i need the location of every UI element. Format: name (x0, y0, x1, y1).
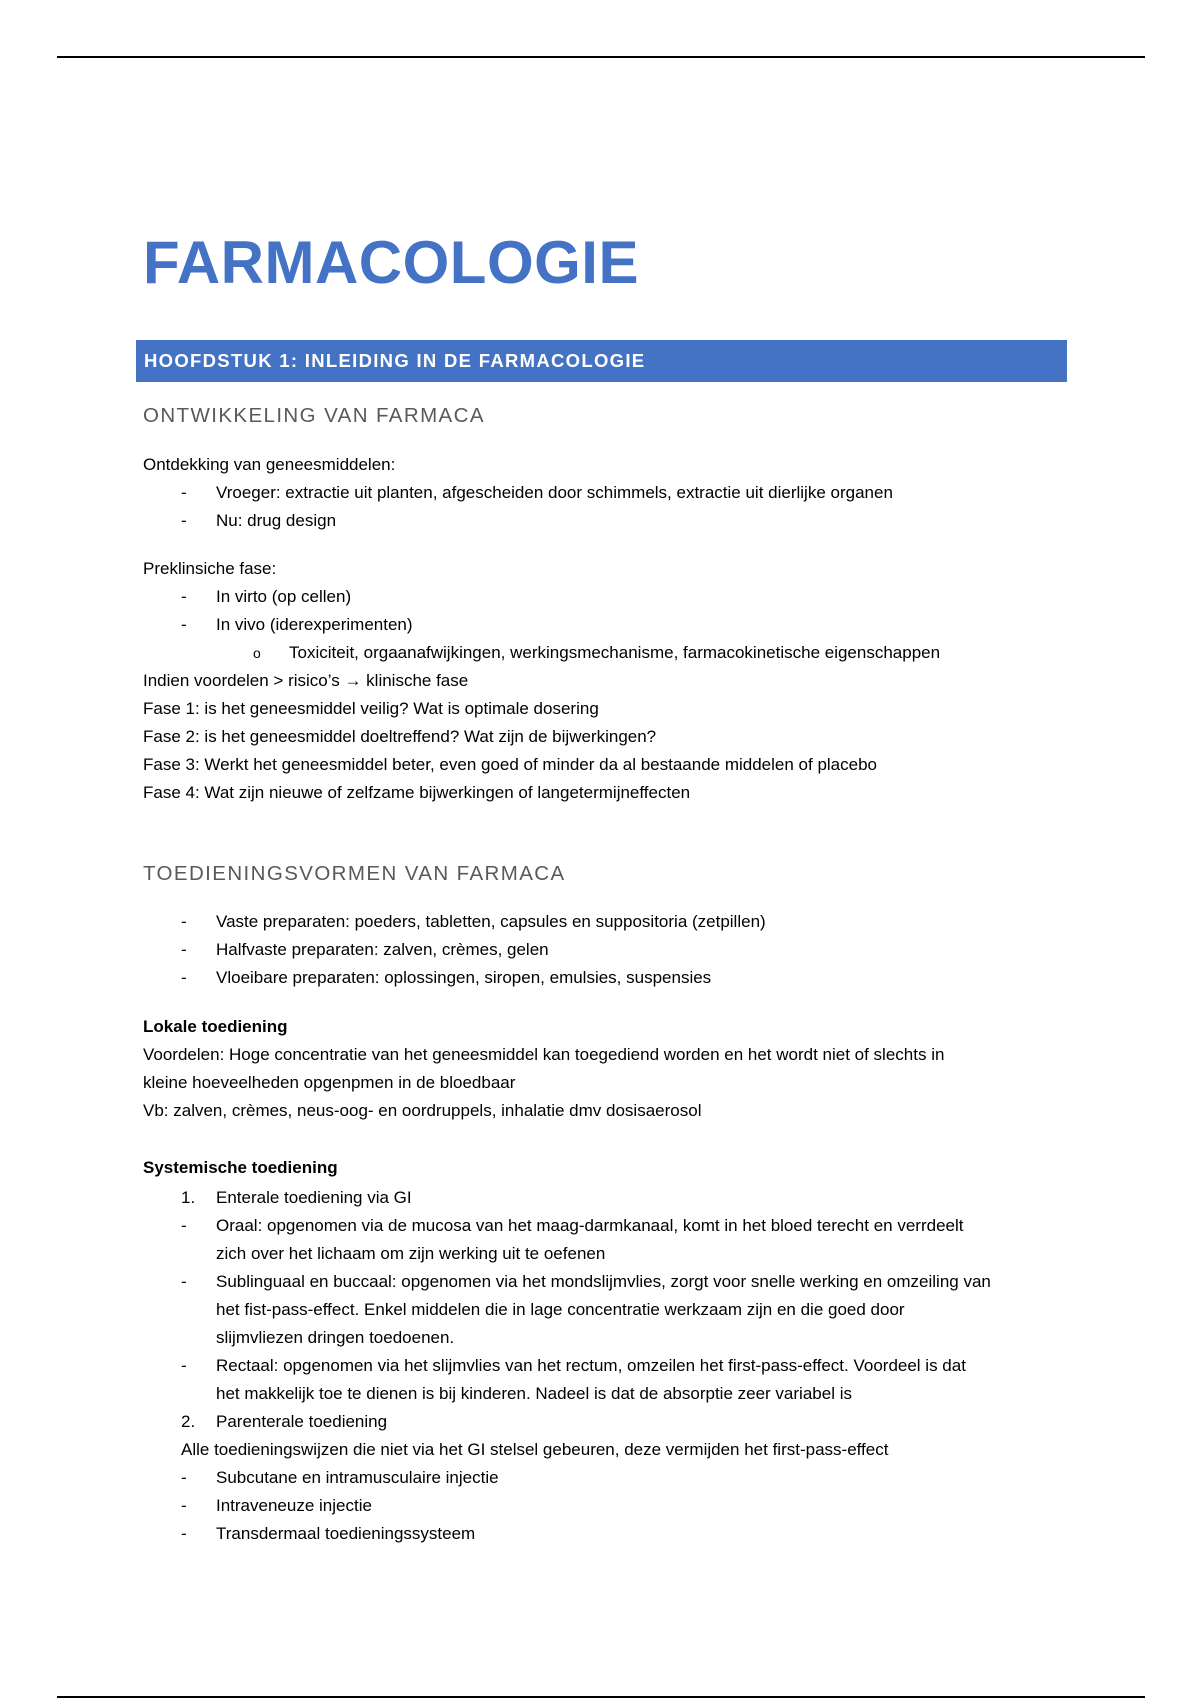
numbered-item: Parenterale toediening (216, 1412, 388, 1431)
bullet-dash: - (181, 940, 187, 959)
local-line: Voordelen: Hoge concentratie van het geneesmiddel kan toegediend worden en het wordt niet of slechts in (143, 1045, 945, 1064)
list-number: 1. (181, 1188, 196, 1207)
chapter-heading-bar (136, 340, 1067, 382)
section-heading-toedieningsvormen: TOEDIENINGSVORMEN VAN FARMACA (143, 862, 566, 885)
list-item-continuation: het fist-pass-effect. Enkel middelen die in lage concentratie werkzaam zijn en die goed door (216, 1300, 905, 1319)
header-rule (57, 56, 1145, 58)
list-number: 2. (181, 1412, 196, 1431)
bullet-dash: - (181, 912, 187, 931)
list-item: Oraal: opgenomen via de mucosa van het maag-darmkanaal, komt in het bloed terecht en verrdeelt (216, 1216, 964, 1235)
bullet-dash: - (181, 587, 187, 606)
list-item: Halfvaste preparaten: zalven, crèmes, gelen (216, 940, 549, 959)
bullet-dash: - (181, 1496, 187, 1515)
list-item: Sublinguaal en buccaal: opgenomen via het mondslijmvlies, zorgt voor snelle werking en omzeiling van (216, 1272, 991, 1291)
list-item: Subcutane en intramusculaire injectie (216, 1468, 499, 1487)
bullet-dash: - (181, 1356, 187, 1375)
local-line: kleine hoeveelheden opgenpmen in de bloedbaar (143, 1073, 516, 1092)
preclinical-label: Preklinsiche fase: (143, 559, 277, 578)
list-item-continuation: zich over het lichaam om zijn werking uit te oefenen (216, 1244, 606, 1263)
footer-rule (57, 1696, 1145, 1698)
bullet-dash: - (181, 483, 187, 502)
bullet-dash: - (181, 1524, 187, 1543)
list-item: Nu: drug design (216, 511, 337, 530)
bullet-dash: - (181, 615, 187, 634)
list-item: Rectaal: opgenomen via het slijmvlies van het rectum, omzeilen het first-pass-effect. Voordeel is dat (216, 1356, 966, 1375)
chapter-heading: HOOFDSTUK 1: INLEIDING IN DE FARMACOLOGIE (144, 350, 646, 371)
bullet-dash: - (181, 511, 187, 530)
parenteral-description: Alle toedieningswijzen die niet via het GI stelsel gebeuren, deze vermijden het first-pass-effect (181, 1440, 889, 1459)
phase-line: Fase 1: is het geneesmiddel veilig? Wat is optimale dosering (143, 699, 599, 718)
phase-line: Fase 3: Werkt het geneesmiddel beter, even goed of minder da al bestaande middelen of placebo (143, 755, 877, 774)
list-item-continuation: slijmvliezen dringen toedoenen. (216, 1328, 455, 1347)
list-item: In vivo (iderexperimenten) (216, 615, 413, 634)
bullet-dash: - (181, 1272, 187, 1291)
bullet-dash: - (181, 1216, 187, 1235)
sub-list-item: Toxiciteit, orgaanafwijkingen, werkingsmechanisme, farmacokinetische eigenschappen (289, 643, 941, 662)
bullet-dash: - (181, 968, 187, 987)
list-item: Vroeger: extractie uit planten, afgescheiden door schimmels, extractie uit dierlijke organen (216, 483, 893, 502)
phase-line: Indien voordelen > risico’s → klinische fase (143, 671, 469, 690)
list-item: Intraveneuze injectie (216, 1496, 372, 1515)
bullet-dash: - (181, 1468, 187, 1487)
discovery-label: Ontdekking van geneesmiddelen: (143, 455, 396, 474)
list-item: Vloeibare preparaten: oplossingen, siropen, emulsies, suspensies (216, 968, 712, 987)
section-heading-ontwikkeling: ONTWIKKELING VAN FARMACA (143, 404, 485, 427)
document-title: FARMACOLOGIE (143, 229, 639, 296)
list-item: In virto (op cellen) (216, 587, 352, 606)
numbered-item: Enterale toediening via GI (216, 1188, 412, 1207)
systemic-heading: Systemische toediening (143, 1158, 338, 1177)
phase-line: Fase 4: Wat zijn nieuwe of zelfzame bijwerkingen of langetermijneffecten (143, 783, 691, 802)
local-line: Vb: zalven, crèmes, neus-oog- en oordruppels, inhalatie dmv dosisaerosol (143, 1101, 702, 1120)
local-heading: Lokale toediening (143, 1017, 288, 1036)
phase-line: Fase 2: is het geneesmiddel doeltreffend? Wat zijn de bijwerkingen? (143, 727, 657, 746)
bullet-circle: o (253, 645, 261, 661)
list-item: Transdermaal toedieningssysteem (216, 1524, 476, 1543)
list-item: Vaste preparaten: poeders, tabletten, capsules en suppositoria (zetpillen) (216, 912, 766, 931)
list-item-continuation: het makkelijk toe te dienen is bij kinderen. Nadeel is dat de absorptie zeer variabel is (216, 1384, 852, 1403)
